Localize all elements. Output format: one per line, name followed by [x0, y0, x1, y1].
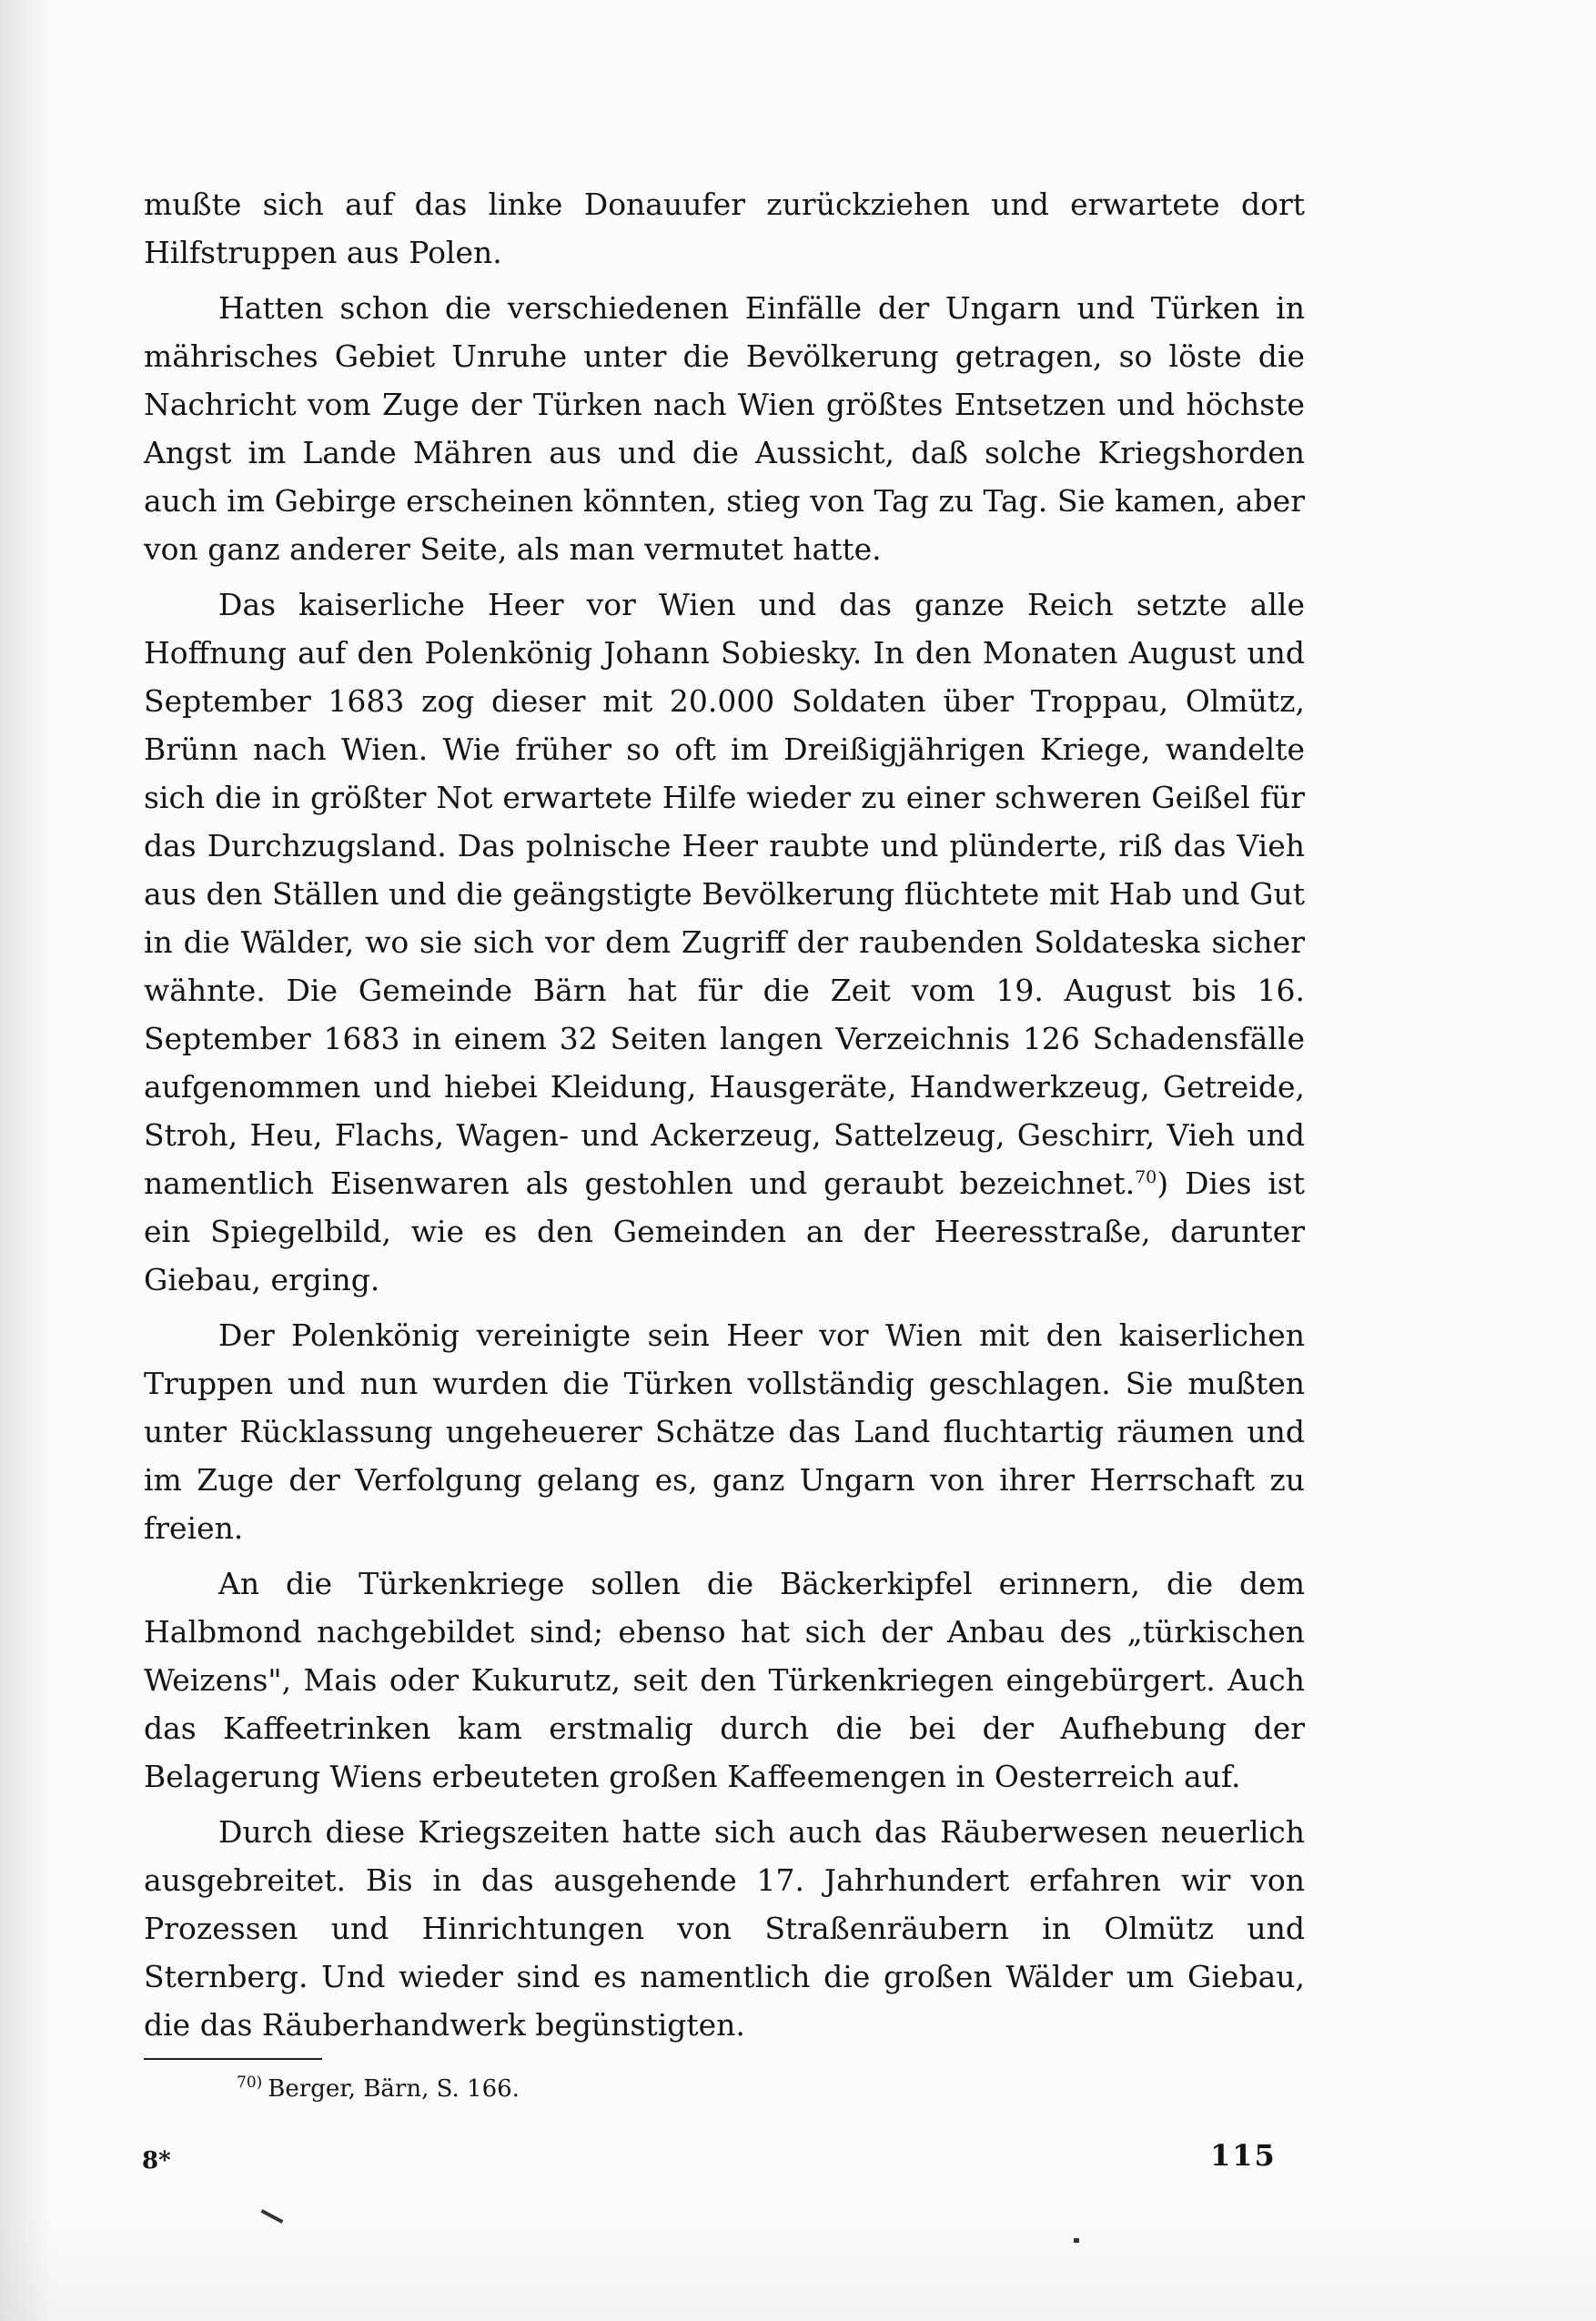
scan-speck [1074, 2238, 1079, 2243]
paragraph-sobiesky [144, 580, 1305, 1304]
body-text [144, 180, 1305, 2049]
footnote-text: Berger, Bärn, S. 166. [268, 2075, 520, 2103]
page-number: 115 [1210, 2138, 1277, 2173]
scan-speck [261, 2209, 284, 2224]
paragraph-kipfel: An die Türkenkriege sollen die Bäckerkipfel erinnern, die dem Halbmond nachgebildet sind; ebenso hat sich der Anbau des „türkischen Weizens", Mais oder Kukurutz, seit den Türkenkriegen eingebürgert. Auch das Kaffeetrinken kam erstmalig durch die bei der Aufhebung der Belagerung Wiens erbeuteten großen Kaffeemengen in Oesterreich auf. [144, 1566, 1305, 1794]
paragraph-raeuberwesen: Durch diese Kriegszeiten hatte sich auch das Räuberwesen neuerlich ausgebreitet. Bis in das ausgehende 17. Jahrhundert erfahren wir von Prozessen und Hinrichtungen von Straßenräubern in Olmütz und Sternberg. Und wieder sind es namentlich die großen Wälder um Giebau, die das Räuberhandwerk begünstigten. [144, 1814, 1305, 2043]
paragraph-sobiesky-text: Das kaiserliche Heer vor Wien und das ganze Reich setzte alle Hoffnung auf den Polenkönig Johann Sobiesky. In den Monaten August und September 1683 zog dieser mit 20.000 Soldaten über Troppau, Olmütz, Brünn nach Wien. Wie früher so oft im Dreißigjährigen Kriege, wandelte sich die in größter Not erwartete Hilfe wieder zu einer schweren Geißel für das Durchzugsland. Das polnische Heer raubte und plünderte, riß das Vieh aus den Ställen und die geängstigte Bevölkerung flüchtete mit Hab und Gut in die Wälder, wo sie sich vor dem Zugriff der raubenden Soldateska sicher wähnte. Die Gemeinde Bärn hat für die Zeit vom 19. August bis 16. September 1683 in einem 32 Seiten langen Verzeichnis 126 Schadensfälle aufgenommen und hiebei Kleidung, Hausgeräte, Handwerkzeug, Getreide, Stroh, Heu, Flachs, Wagen- und Ackerzeug, Sattelzeug, Geschirr, Vieh und namentlich Eisenwaren als gestohlen und geraubt bezeichnet. [144, 587, 1305, 1201]
signature-mark: 8* [142, 2147, 171, 2175]
footnote [237, 2071, 520, 2107]
paragraph-sobiesky-text-end: ) Dies ist ein Spiegelbild, wie es den Gemeinden an der Heeresstraße, darunter Giebau, erging. [144, 1166, 1305, 1297]
footnote-reference: 70 [1135, 1167, 1157, 1187]
paragraph-sieg: Der Polenkönig vereinigte sein Heer vor Wien mit den kaiserlichen Truppen und nun wurden die Türken vollständig geschlagen. Sie mußten unter Rücklassung ungeheuerer Schätze das Land fluchtartig räumen und im Zuge der Verfolgung gelang es, ganz Ungarn von ihrer Herrschaft zu freien. [144, 1317, 1305, 1546]
paragraph-tuerkenzug: Hatten schon die verschiedenen Einfälle der Ungarn und Türken in mährisches Gebiet Unruhe unter die Bevölkerung getragen, so löste die Nachricht vom Zuge der Türken nach Wien größtes Entsetzen und höchste Angst im Lande Mähren aus und die Aussicht, daß solche Kriegshorden auch im Gebirge erscheinen könnten, stieg von Tag zu Tag. Sie kamen, aber von ganz anderer Seite, als man vermutet hatte. [144, 290, 1305, 567]
scan-edge-shadow [0, 0, 55, 2321]
paragraph-continuation: mußte sich auf das linke Donauufer zurückziehen und erwartete dort Hilfstruppen aus Polen. [144, 187, 1305, 270]
scan-bottom-shadow [0, 2212, 1596, 2321]
footnote-marker: 70) [237, 2074, 263, 2092]
footnote-divider [144, 2058, 322, 2060]
